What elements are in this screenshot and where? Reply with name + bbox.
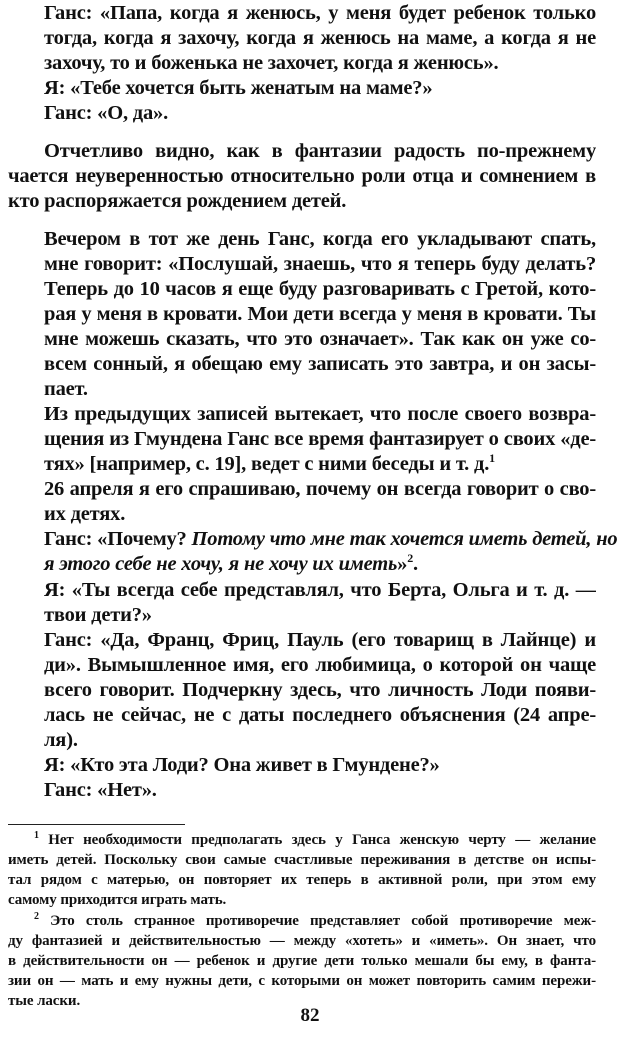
text-line: Я: «Тебе хочется быть женатым на маме?» (44, 77, 433, 99)
footnote-number: 1 (34, 830, 39, 841)
text-span: . (413, 553, 418, 575)
text-line: ля). (44, 729, 78, 751)
text-line: Я: «Кто эта Лоди? Она живет в Гмундене?» (44, 754, 440, 776)
page-number: 82 (300, 1005, 320, 1026)
text-line: тогда, когда я захочу, когда я женюсь на маме, а когда я не (44, 27, 596, 49)
text-line: щения из Гмундена Ганс все время фантазирует о своих «де- (44, 428, 596, 450)
text-line: Ганс: «Нет». (44, 779, 157, 801)
text-line: пает. (44, 378, 88, 400)
text-line: всего говорит. Подчеркну здесь, что личность Лоди появи- (44, 679, 596, 701)
text-line: кто распоряжается рождением детей. (8, 190, 347, 212)
footnote-line (34, 830, 596, 850)
footnote-line: зии он — мать и ему нужны дети, с которыми он может повторить самим пережи- (8, 973, 596, 989)
footnote-number: 2 (34, 911, 39, 922)
text-span: Ганс: «Почему? (44, 528, 192, 550)
footnote-line (34, 911, 596, 931)
text-line: Отчетливо видно, как в фантазии радость по-прежнему (44, 140, 596, 162)
text-line: Ганс: «О, да». (44, 102, 168, 124)
text-line: лась не сейчас, не с даты последнего объяснения (24 апре- (44, 704, 596, 726)
text-span: » (397, 553, 408, 575)
text-line: Ганс: «Папа, когда я женюсь, у меня будет ребенок только (44, 2, 596, 24)
text-line (44, 451, 495, 477)
text-span: тях» [например, с. 19], ведет с ними беседы и т. д. (44, 453, 490, 475)
footnote-line: тые ласки. (8, 993, 81, 1009)
text-line: захочу, то и боженька не захочет, когда я женюсь». (44, 52, 499, 74)
text-line: мне можешь сказать, что это означает». Так как он уже со- (44, 328, 596, 350)
text-line: Ганс: «Да, Франц, Фриц, Пауль (его товарищ в Лайнце) и (44, 629, 596, 651)
text-span: Нет необходимости предполагать здесь у Ганса женскую черту — желание (38, 832, 596, 848)
text-line: Из предыдущих записей вытекает, что после своего возвра- (44, 403, 596, 425)
text-line: твои дети?» (44, 604, 152, 626)
text-line: мне говорит: «Послушай, знаешь, что я теперь буду делать? (44, 253, 596, 275)
footnote-ref-2[interactable]: 2 (407, 551, 414, 566)
footnote-line: самому приходится играть мать. (8, 892, 227, 908)
italic-span: я этого себе не хочу, я не хочу их иметь (44, 553, 398, 575)
text-line: их детях. (44, 503, 126, 525)
text-span: Это столь странное противоречие представляет собой противоречие меж- (38, 913, 596, 929)
footnote-ref-1[interactable]: 1 (489, 451, 495, 466)
text-line: чается неуверенностью относительно роли отца и сомнением в (8, 165, 596, 187)
text-line: Вечером в тот же день Ганс, когда его укладывают спать, (44, 228, 596, 250)
text-line: 26 апреля я его спрашиваю, почему он всегда говорит о сво- (44, 478, 596, 500)
text-line: Я: «Ты всегда себе представлял, что Берта, Ольга и т. д. — (44, 579, 596, 601)
footnote-line: тал рядом с матерью, он повторяет их теперь в активной роли, при этом ему (8, 872, 596, 888)
footnote-line: в действительности он — ребенок и другие дети только мешали бы ему, в фанта- (8, 953, 596, 969)
footnote-line: ду фантазией и действительностью — между «хотеть» и «иметь». Он знает, что (8, 933, 596, 949)
footnote-line: иметь детей. Поскольку свои самые счастливые переживания в детстве он испы- (8, 852, 596, 868)
text-line (44, 526, 617, 552)
text-line: Теперь до 10 часов я еще буду разговаривать с Гретой, кото- (44, 278, 596, 300)
text-line: всем сонный, я обещаю ему записать это завтра, и он засы- (44, 353, 596, 375)
italic-span: Потому что мне так хочется иметь детей, но (191, 528, 618, 550)
text-line: рая у меня в кровати. Мои дети всегда у меня в кровати. Ты (44, 303, 596, 325)
text-line (44, 551, 418, 577)
footnote-divider (8, 824, 185, 825)
text-line: ди». Вымышленное имя, его любимица, о которой он чаще (44, 654, 596, 676)
